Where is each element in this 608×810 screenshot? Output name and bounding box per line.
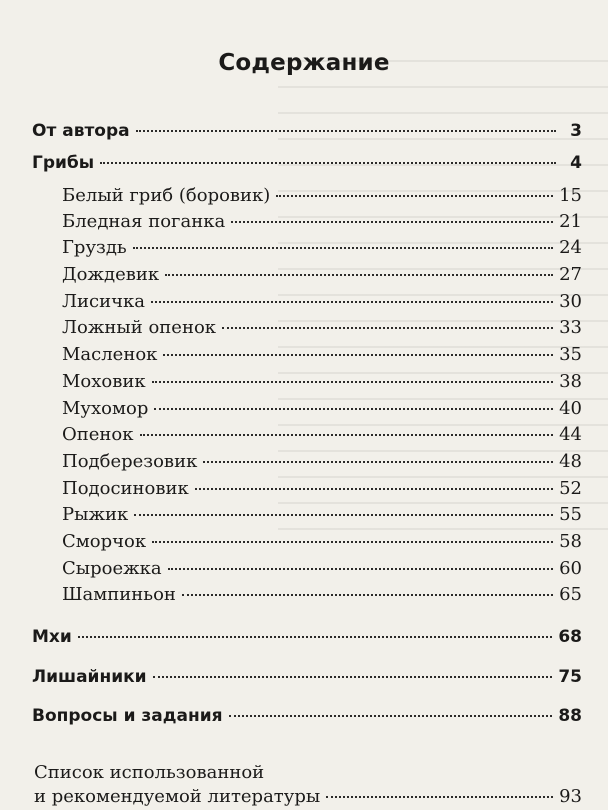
toc-entry-sub[interactable] xyxy=(62,422,582,448)
dot-leader xyxy=(195,488,553,490)
entry-label: Рыжик xyxy=(62,504,129,525)
entry-page: 15 xyxy=(559,185,582,206)
entry-page: 58 xyxy=(559,531,582,552)
dot-leader xyxy=(229,715,553,717)
dot-leader xyxy=(222,327,553,329)
entry-label: Моховик xyxy=(62,371,146,392)
dot-leader xyxy=(168,568,553,570)
entry-label: Лишайники xyxy=(32,667,147,687)
entry-label: Мухомор xyxy=(62,398,149,419)
toc-entry-questions[interactable] xyxy=(32,703,582,729)
toc-entry-sub[interactable] xyxy=(62,556,582,582)
entry-page: 93 xyxy=(559,786,582,807)
entry-page: 30 xyxy=(559,291,582,312)
dot-leader xyxy=(153,676,553,678)
toc-entry-sub[interactable] xyxy=(62,262,582,288)
entry-label: Груздь xyxy=(62,237,127,258)
entry-page: 88 xyxy=(558,706,582,726)
entry-label: Подосиновик xyxy=(62,478,189,499)
entry-page: 68 xyxy=(558,627,582,647)
entry-label: Вопросы и задания xyxy=(32,706,223,726)
toc-entry-mushrooms[interactable] xyxy=(32,150,582,176)
dot-leader xyxy=(100,162,556,164)
dot-leader xyxy=(163,354,553,356)
toc-entry-sub[interactable] xyxy=(62,449,582,475)
dot-leader xyxy=(203,461,553,463)
dot-leader xyxy=(133,247,553,249)
toc-entry-from-author[interactable] xyxy=(32,118,582,144)
toc-entry-sub[interactable] xyxy=(62,342,582,368)
entry-label: Бледная поганка xyxy=(62,211,226,232)
dot-leader xyxy=(154,408,553,410)
entry-page: 27 xyxy=(559,264,582,285)
entry-page: 38 xyxy=(559,371,582,392)
entry-label: Опенок xyxy=(62,424,134,445)
entry-page: 3 xyxy=(570,121,582,141)
toc-entry-sub[interactable] xyxy=(62,582,582,608)
entry-page: 21 xyxy=(559,211,582,232)
dot-leader xyxy=(152,381,553,383)
entry-label: Подберезовик xyxy=(62,451,198,472)
entry-label: Масленок xyxy=(62,344,158,365)
entry-label: Ложный опенок xyxy=(62,317,217,338)
toc-entry-sub[interactable] xyxy=(62,396,582,422)
entry-label: и рекомендуемой литературы xyxy=(34,786,321,807)
toc-entry-lichens[interactable] xyxy=(32,664,582,690)
entry-label: От автора xyxy=(32,121,130,141)
entry-label: Белый гриб (боровик) xyxy=(62,185,271,206)
toc-entry-bibliography[interactable] xyxy=(34,784,582,810)
entry-label: Грибы xyxy=(32,153,95,173)
dot-leader xyxy=(152,541,553,543)
toc-entry-sub[interactable] xyxy=(62,502,582,528)
entry-page: 44 xyxy=(559,424,582,445)
entry-page: 40 xyxy=(559,398,582,419)
toc-entry-sub[interactable] xyxy=(62,183,582,209)
entry-label: Лисичка xyxy=(62,291,145,312)
dot-leader xyxy=(165,274,553,276)
entry-label: Мхи xyxy=(32,627,72,647)
entry-page: 65 xyxy=(559,584,582,605)
dot-leader xyxy=(182,594,553,596)
entry-page: 75 xyxy=(558,667,582,687)
entry-label: Сморчок xyxy=(62,531,147,552)
dot-leader xyxy=(140,434,554,436)
entry-label: Дождевик xyxy=(62,264,160,285)
entry-page: 60 xyxy=(559,558,582,579)
toc-entry-sub[interactable] xyxy=(62,369,582,395)
entry-page: 55 xyxy=(559,504,582,525)
toc-entry-sub[interactable] xyxy=(62,476,582,502)
toc-entry-sub[interactable] xyxy=(62,209,582,235)
dot-leader xyxy=(136,130,556,132)
toc-entry-sub[interactable] xyxy=(62,289,582,315)
dot-leader xyxy=(78,636,553,638)
entry-label: Шампиньон xyxy=(62,584,176,605)
entry-page: 4 xyxy=(570,153,582,173)
entry-page: 48 xyxy=(559,451,582,472)
toc-entry-mosses[interactable] xyxy=(32,624,582,650)
toc-entry-sub[interactable] xyxy=(62,529,582,555)
entry-page: 35 xyxy=(559,344,582,365)
bibliography-line1: Список использованной xyxy=(34,762,265,783)
dot-leader xyxy=(326,796,553,798)
dot-leader xyxy=(231,221,553,223)
entry-page: 24 xyxy=(559,237,582,258)
entry-page: 52 xyxy=(559,478,582,499)
toc-entry-sub[interactable] xyxy=(62,235,582,261)
dot-leader xyxy=(276,195,553,197)
entry-label: Сыроежка xyxy=(62,558,162,579)
dot-leader xyxy=(134,514,553,516)
dot-leader xyxy=(151,301,553,303)
entry-page: 33 xyxy=(559,317,582,338)
toc-entry-sub[interactable] xyxy=(62,315,582,341)
page-title: Содержание xyxy=(218,50,390,76)
